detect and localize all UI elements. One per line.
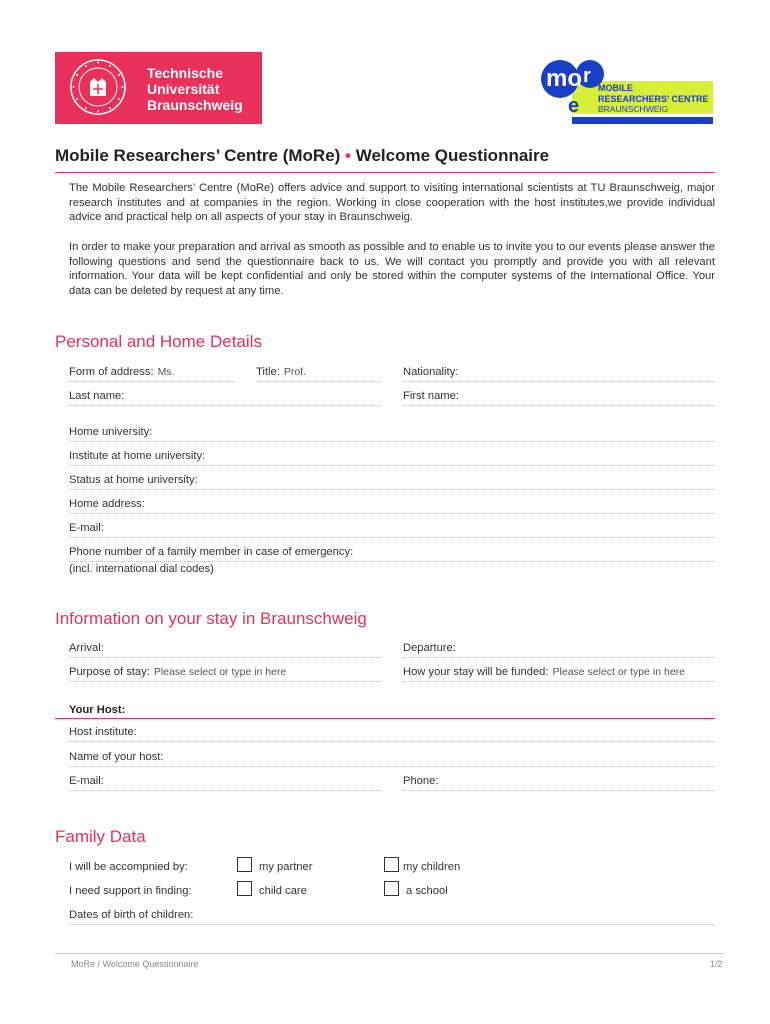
- purpose-placeholder: Please select or type in here: [153, 666, 287, 678]
- funding-select[interactable]: [403, 666, 715, 682]
- intro-paragraph-2: In order to make your preparation and arrival as smooth as possible and to enable us to invite you to our events please answer the following questions and send the questionnaire back to us. We will contact you promptly and provide you with all relevant information. Your data will be kept confidential and only be stored within the computer systems of the International Office. Your data can be deleted by request at any time.: [69, 241, 715, 297]
- last-name-field[interactable]: [69, 390, 381, 406]
- tu-logo-line2: Universität: [147, 81, 220, 97]
- more-logo-mark-e: e: [568, 95, 580, 117]
- children-checkbox[interactable]: [384, 857, 399, 872]
- more-logo-line1: MOBILE: [598, 83, 633, 93]
- first-name-label: First name:: [403, 390, 459, 402]
- arrival-field[interactable]: [69, 642, 381, 658]
- institute-label: Institute at home university:: [69, 450, 206, 462]
- support-label: I need support in finding:: [69, 885, 192, 897]
- form-of-address-label: Form of address:: [69, 366, 154, 378]
- email-field[interactable]: [69, 522, 715, 538]
- children-label: my children: [403, 861, 461, 873]
- nationality-label: Nationality:: [403, 366, 459, 378]
- form-of-address-value: Ms.: [157, 366, 175, 378]
- host-name-label: Name of your host:: [69, 751, 164, 763]
- university-seal-icon: [69, 58, 127, 116]
- more-logo-line2: RESEARCHERS’ CENTRE: [598, 94, 709, 104]
- section-family-heading: Family Data: [55, 827, 146, 846]
- children-dob-label: Dates of birth of children:: [69, 909, 194, 921]
- section-stay-heading: Information on your stay in Braunschweig: [55, 609, 367, 628]
- funding-label: How your stay will be funded:: [403, 666, 549, 678]
- host-institute-label: Host institute:: [69, 726, 137, 738]
- first-name-field[interactable]: [403, 390, 715, 406]
- arrival-label: Arrival:: [69, 642, 104, 654]
- more-logo-line3: BRAUNSCHWEIG: [598, 104, 669, 114]
- title-value: Prof.: [283, 366, 307, 378]
- child-care-checkbox[interactable]: [237, 881, 252, 896]
- host-email-label: E-mail:: [69, 775, 104, 787]
- tu-logo-line3: Braunschweig: [147, 97, 243, 113]
- home-address-label: Home address:: [69, 498, 145, 510]
- accompanied-label: I will be accompnied by:: [69, 861, 188, 873]
- home-university-label: Home university:: [69, 426, 153, 438]
- tu-braunschweig-logo: [55, 52, 262, 124]
- title-field[interactable]: [256, 366, 381, 382]
- host-name-field[interactable]: [69, 751, 715, 767]
- home-university-field[interactable]: [69, 426, 715, 442]
- title-divider: [55, 172, 715, 173]
- more-logo-mark: mo: [546, 65, 582, 92]
- page-title: [55, 146, 549, 166]
- more-logo: [540, 55, 715, 130]
- purpose-of-stay-select[interactable]: [69, 666, 381, 682]
- status-label: Status at home university:: [69, 474, 198, 486]
- form-of-address-field[interactable]: [69, 366, 235, 382]
- partner-checkbox[interactable]: [237, 857, 252, 872]
- school-checkbox[interactable]: [384, 881, 399, 896]
- purpose-label: Purpose of stay:: [69, 666, 150, 678]
- title-part2: Welcome Questionnaire: [355, 146, 550, 165]
- emergency-phone-field[interactable]: [69, 546, 715, 562]
- host-phone-field[interactable]: [403, 775, 715, 791]
- section-personal-heading: Personal and Home Details: [55, 332, 262, 351]
- departure-field[interactable]: [403, 642, 715, 658]
- your-host-heading: Your Host:: [69, 704, 126, 716]
- institute-field[interactable]: [69, 450, 715, 466]
- home-address-field[interactable]: [69, 498, 715, 514]
- host-divider: [55, 718, 715, 719]
- status-field[interactable]: [69, 474, 715, 490]
- partner-label: my partner: [259, 861, 313, 873]
- footer-left: MoRe / Welcome Questionnaire: [71, 959, 199, 969]
- departure-label: Departure:: [403, 642, 456, 654]
- child-care-label: child care: [259, 885, 307, 897]
- more-logo-mark-r: r: [583, 65, 591, 87]
- title-bullet: •: [345, 146, 351, 165]
- emergency-phone-sublabel: (incl. international dial codes): [69, 563, 214, 575]
- nationality-field[interactable]: [403, 366, 715, 382]
- title-label: Title:: [256, 366, 280, 378]
- footer-divider: [55, 953, 725, 954]
- tu-logo-line1: Technische: [147, 65, 223, 81]
- emergency-phone-label: Phone number of a family member in case of emergency:: [69, 546, 354, 558]
- email-label: E-mail:: [69, 522, 104, 534]
- children-dob-field[interactable]: [69, 909, 715, 925]
- title-part1: Mobile Researchers’ Centre (MoRe): [55, 146, 341, 165]
- school-label: a school: [406, 885, 448, 897]
- funding-placeholder: Please select or type in here: [552, 666, 686, 678]
- page-number: 1/2: [710, 959, 723, 969]
- intro-paragraph-1: The Mobile Researchers’ Centre (MoRe) offers advice and support to visiting international scientists at TU Braunschweig, major research institutes and at companies in the region. Working in close cooperation with the host institutes,we provide individual advice and practical help on all aspects of your stay in Braunschweig.: [69, 182, 715, 223]
- host-email-field[interactable]: [69, 775, 381, 791]
- last-name-label: Last name:: [69, 390, 125, 402]
- host-institute-field[interactable]: [69, 726, 715, 742]
- host-phone-label: Phone:: [403, 775, 439, 787]
